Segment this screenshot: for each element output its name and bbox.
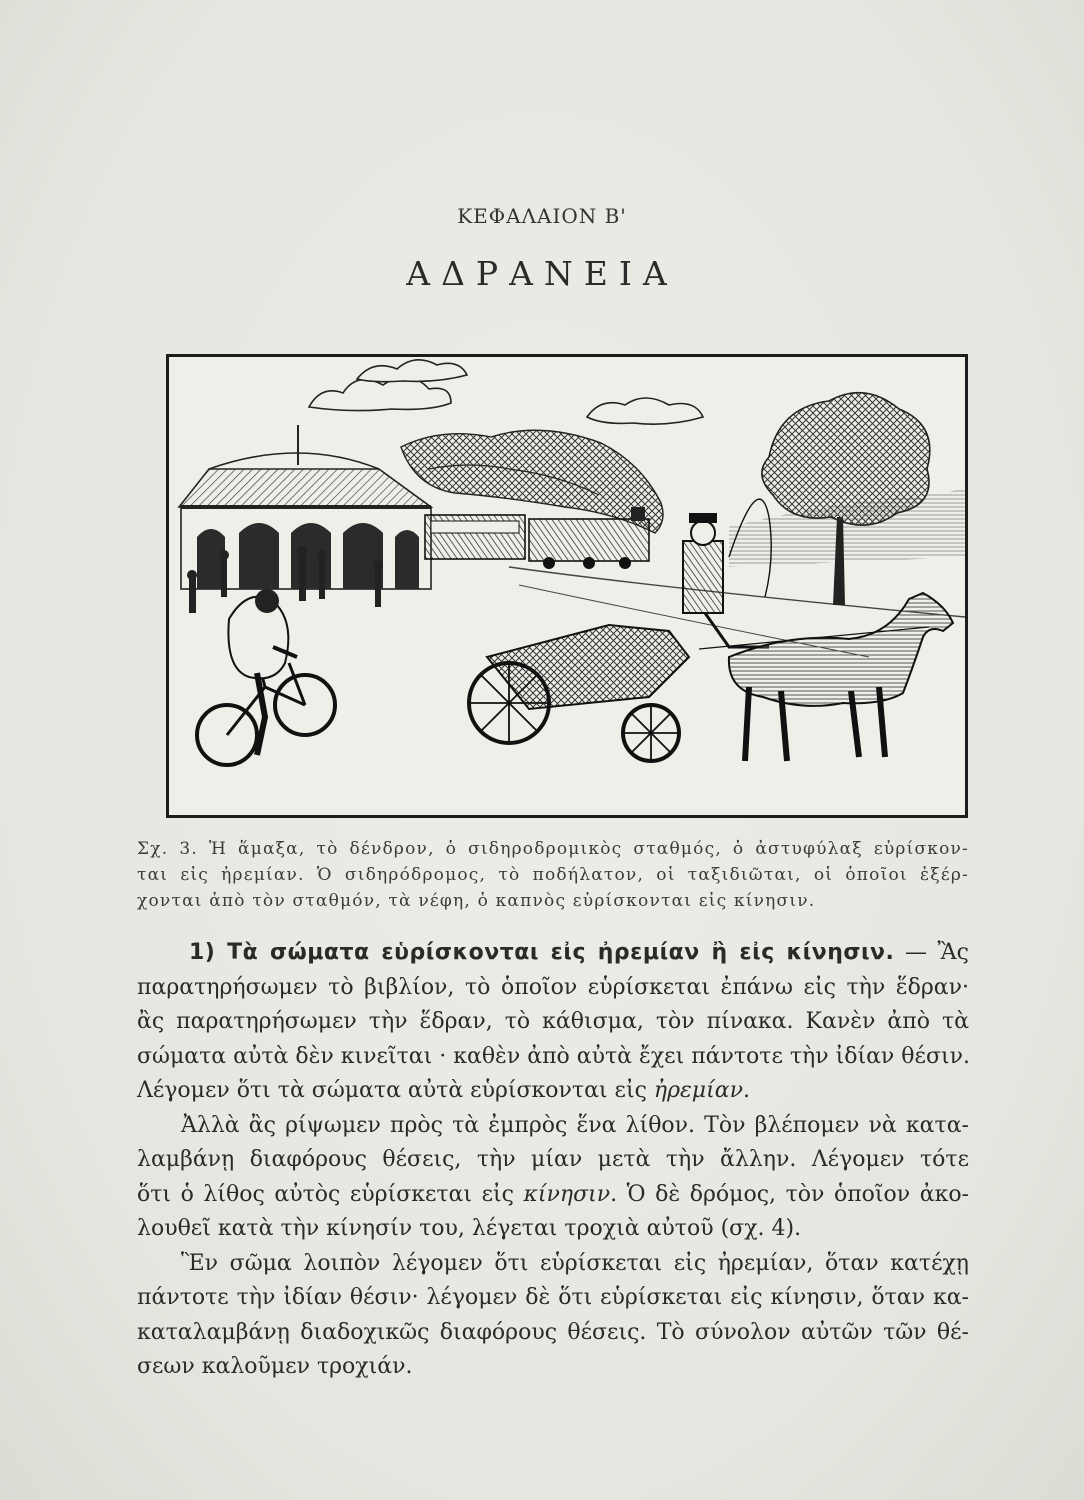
station-scene-illustration bbox=[169, 357, 965, 815]
paragraph-2-line-3 bbox=[137, 1178, 969, 1213]
paragraph-3-line-4: σεων καλοῦμεν τροχιάν. bbox=[137, 1354, 413, 1379]
emphasis-rest: ἠρεμίαν bbox=[653, 1078, 743, 1103]
chapter-title: ΑΔΡΑΝΕΙΑ bbox=[406, 254, 678, 293]
caption-line-2: ται εἰς ἠρεμίαν. Ὁ σιδηρόδρομος, τὸ ποδήλατον, οἱ ταξιδιῶται, οἱ ὁποῖοι ἐξέρ- bbox=[137, 865, 969, 885]
section-heading-line bbox=[137, 936, 969, 971]
paragraph-3-line-1: Ἓν σῶμα λοιπὸν λέγομεν ὅτι εὑρίσκεται εἰς ἠρεμίαν, ὅταν κατέχῃ bbox=[181, 1250, 969, 1276]
paragraph-1-line-4-end: . bbox=[742, 1078, 750, 1103]
paragraph-2-line-3-end: . Ὁ δὲ δρόμος, τὸν ὁποῖον ἀκο- bbox=[610, 1181, 969, 1207]
paragraph-1-line-1: παρατηρήσωμεν τὸ βιβλίον, τὸ ὁποῖον εὑρίσκεται ἐπάνω εἰς τὴν ἕδραν· bbox=[137, 974, 969, 1000]
emphasis-motion: κίνησιν bbox=[523, 1181, 611, 1207]
paragraph-3-line-3: καταλαμβάνῃ διαδοχικῶς διαφόρους θέσεις. Τὸ σύνολον αὐτῶν τῶν θέ- bbox=[137, 1319, 969, 1345]
paragraph-2-line-4: λουθεῖ κατὰ τὴν κίνησίν του, λέγεται τροχιὰ αὐτοῦ (σχ. 4). bbox=[137, 1216, 802, 1241]
paragraph-1-line-3: σώματα αὐτὰ δὲν κινεῖται · καθὲν ἀπὸ αὐτὰ ἔχει πάντοτε τὴν ἰδίαν θέσιν. bbox=[137, 1043, 970, 1069]
section-heading: 1) Τὰ σώματα εὑρίσκονται εἰς ἠρεμίαν ἢ εἰς κίνησιν. bbox=[189, 940, 895, 965]
figure-illustration bbox=[166, 354, 968, 818]
paragraph-3-line-2: πάντοτε τὴν ἰδίαν θέσιν· λέγομεν δὲ ὅτι εὑρίσκεται εἰς κίνησιν, ὅταν κα- bbox=[137, 1285, 969, 1310]
section-1-text bbox=[137, 936, 969, 1385]
chapter-label: ΚΕΦΑΛΑΙΟΝ Β' bbox=[457, 204, 627, 228]
paragraph-1-line-2: ἂς παρατηρήσωμεν τὴν ἕδραν, τὸ κάθισμα, τὸν πίνακα. Κανὲν ἀπὸ τὰ bbox=[137, 1009, 969, 1034]
paragraph-2-line-1: Ἀλλὰ ἂς ρίψωμεν πρὸς τὰ ἐμπρὸς ἕνα λίθον. Τὸν βλέπομεν νὰ κατα- bbox=[181, 1112, 969, 1138]
paragraph-1-line-4 bbox=[137, 1074, 969, 1109]
figure-caption bbox=[137, 836, 969, 914]
paragraph-2-line-3-text: ὅτι ὁ λίθος αὐτὸς εὑρίσκεται εἰς bbox=[137, 1181, 524, 1207]
caption-line-3: χονται ἀπὸ τὸν σταθμόν, τὰ νέφη, ὁ καπνὸς εὑρίσκονται εἰς κίνησιν. bbox=[137, 891, 816, 911]
paragraph-2-line-2: λαμβάνῃ διαφόρους θέσεις, τὴν μίαν μετὰ τὴν ἄλλην. Λέγομεν τότε bbox=[137, 1147, 969, 1172]
caption-line-1: Σχ. 3. Ἡ ἅμαξα, τὸ δένδρον, ὁ σιδηροδρομικὸς σταθμός, ὁ ἀστυφύλαξ εὑρίσκον- bbox=[137, 839, 969, 859]
section-heading-tail: — Ἂς bbox=[904, 940, 969, 965]
paragraph-1-line-4-text: Λέγομεν ὅτι τὰ σώματα αὐτὰ εὑρίσκονται εἰς bbox=[137, 1078, 654, 1103]
